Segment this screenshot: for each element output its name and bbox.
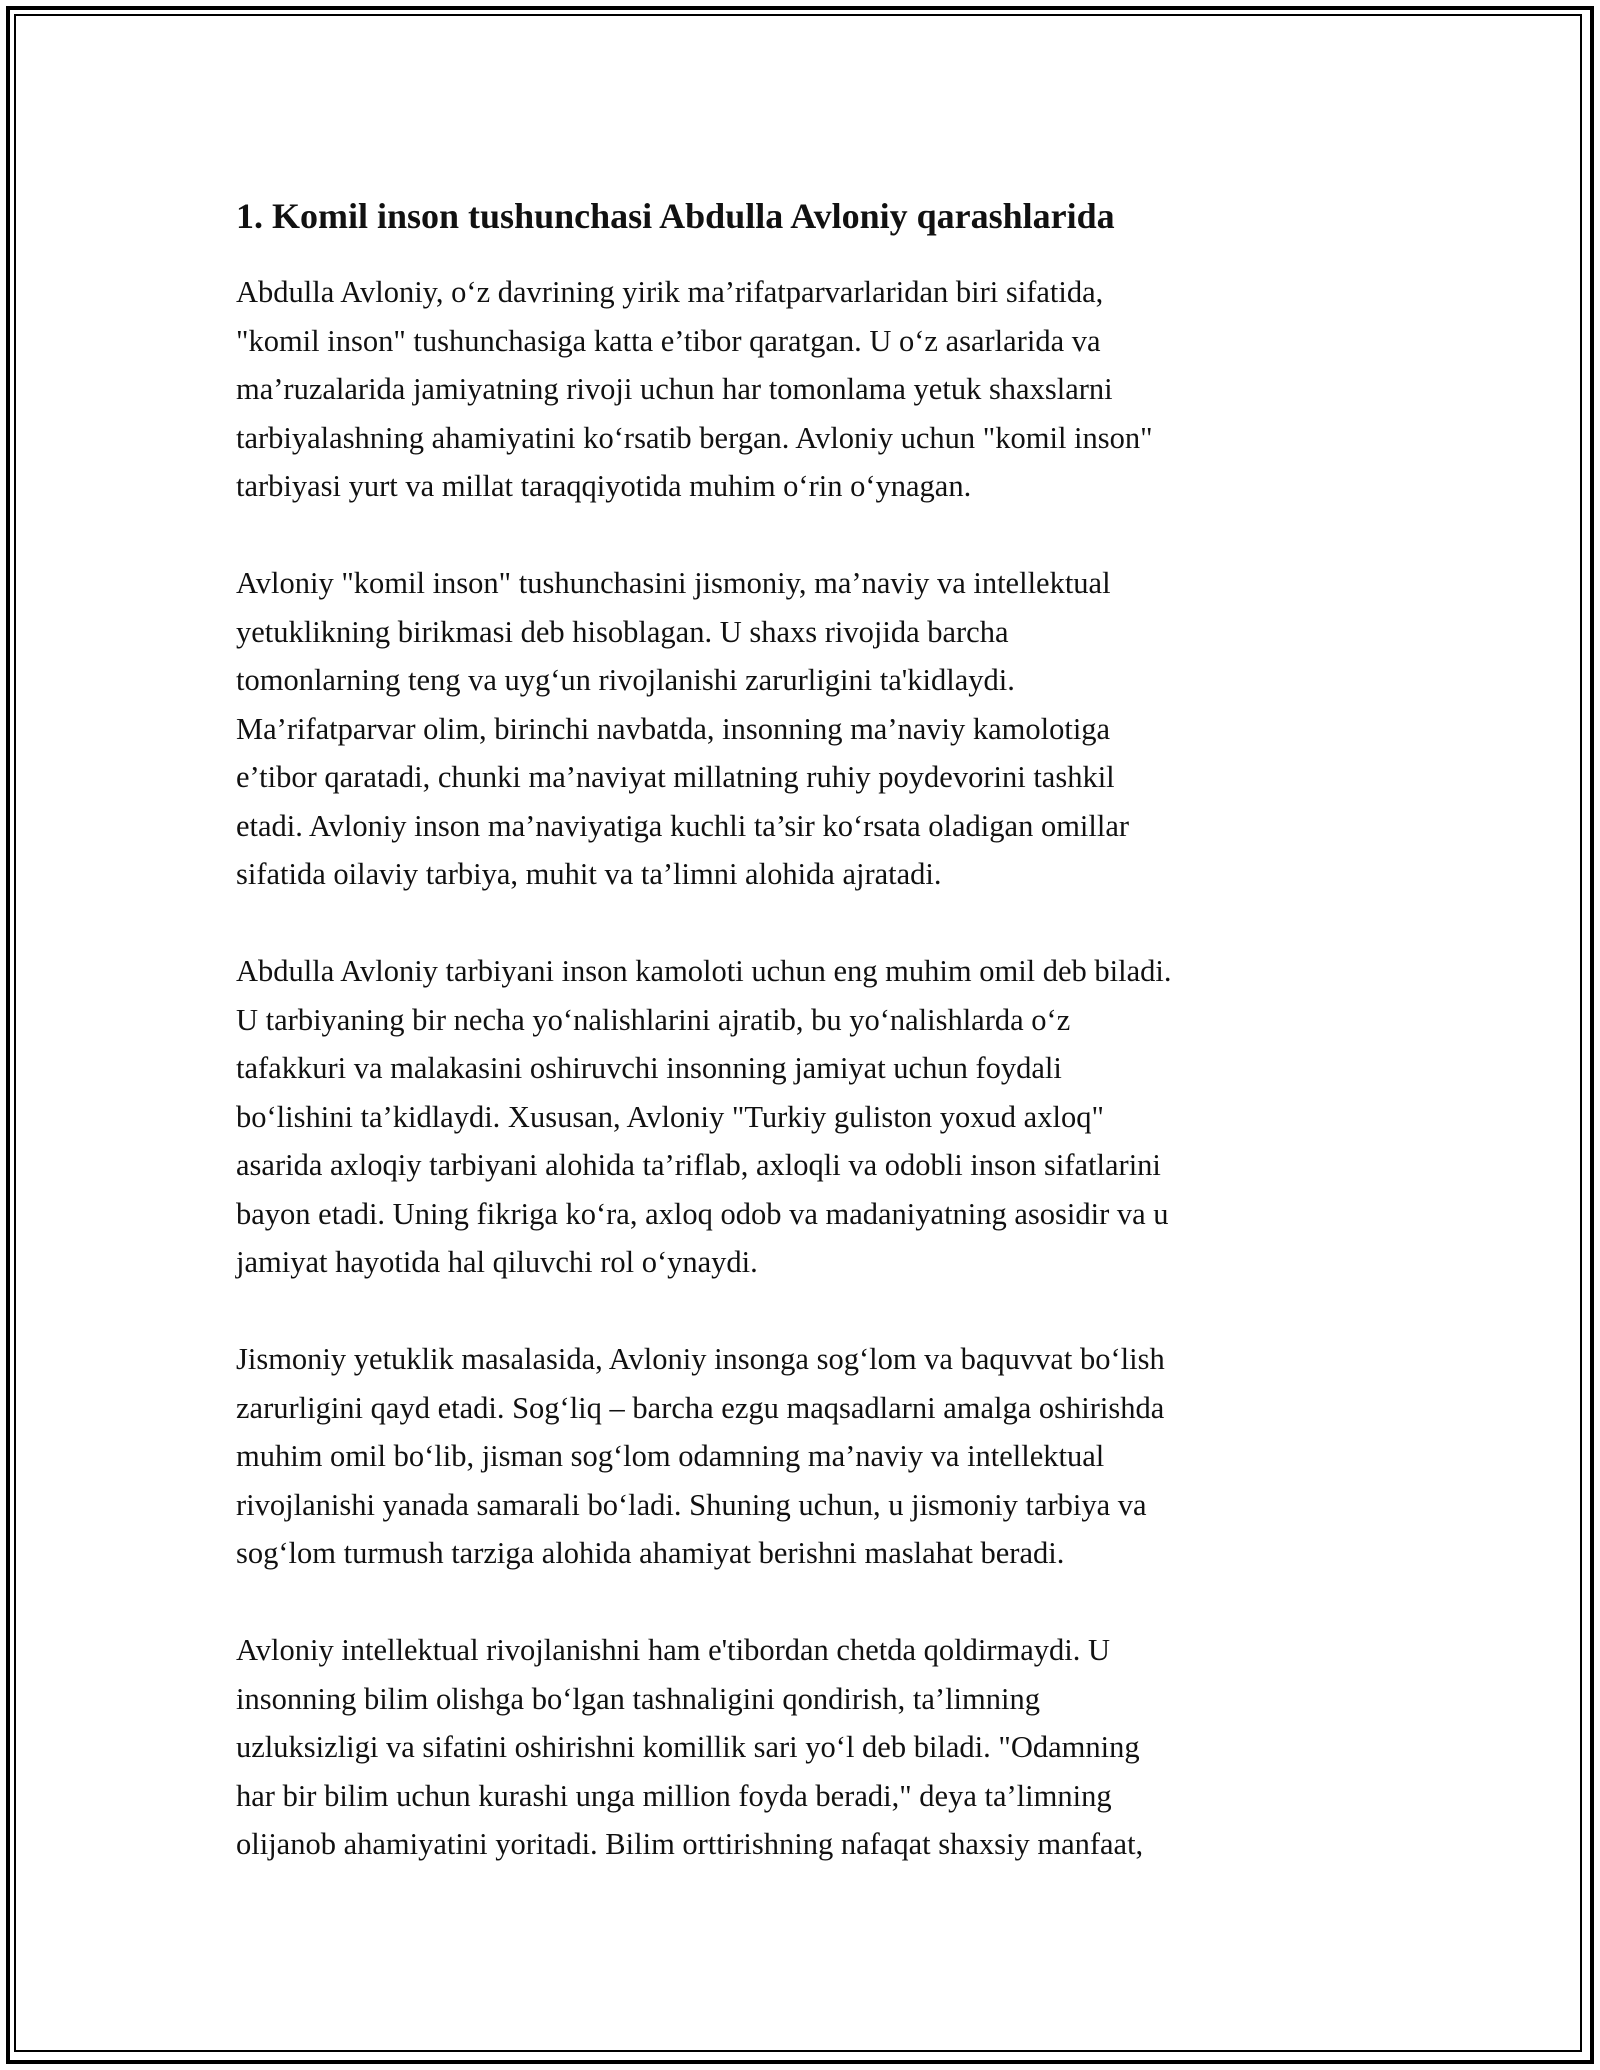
section-heading: 1. Komil inson tushunchasi Abdulla Avloniy qarashlarida [236, 196, 1115, 236]
text-line: olijanob ahamiyatini yoritadi. Bilim orttirishning nafaqat shaxsiy manfaat, [236, 1827, 1144, 1861]
text-line: ma’ruzalarida jamiyatning rivoji uchun har tomonlama yetuk shaxslarni [236, 372, 1113, 406]
text-line: jamiyat hayotida hal qiluvchi rol o‘ynaydi. [236, 1245, 758, 1279]
paragraph-1 [236, 268, 1376, 511]
text-line: zarurligini qayd etadi. Sog‘liq – barcha ezgu maqsadlarni amalga oshirishda [236, 1390, 1165, 1425]
document-body [236, 190, 1376, 1917]
text-line: tarbiyalashning ahamiyatini ko‘rsatib bergan. Avloniy uchun "komil inson" [236, 420, 1153, 455]
paragraph-3 [236, 947, 1376, 1287]
text-line: Abdulla Avloniy tarbiyani inson kamoloti uchun eng muhim omil deb biladi. [236, 954, 1172, 988]
text-line: uzluksizligi va sifatini oshirishni komillik sari yo‘l deb biladi. "Odamning [236, 1730, 1140, 1764]
text-line: yetuklikning birikmasi deb hisoblagan. U shaxs rivojida barcha [236, 614, 1009, 649]
text-line: har bir bilim uchun kurashi unga million foyda beradi," deya ta’limning [236, 1778, 1112, 1813]
text-line: etadi. Avloniy inson ma’naviyatiga kuchli ta’sir ko‘rsata oladigan omillar [236, 808, 1130, 843]
text-line: bo‘lishini ta’kidlaydi. Xususan, Avloniy "Turkiy guliston yoxud axloq" [236, 1099, 1104, 1134]
text-line: Avloniy intellektual rivojlanishni ham e'tibordan chetda qoldirmaydi. U [236, 1633, 1110, 1667]
text-line: e’tibor qaratadi, chunki ma’naviyat millatning ruhiy poydevorini tashkil [236, 760, 1115, 794]
text-line: sog‘lom turmush tarziga alohida ahamiyat berishni maslahat beradi. [236, 1536, 1065, 1570]
text-line: Jismoniy yetuklik masalasida, Avloniy insonga sog‘lom va baquvvat bo‘lish [236, 1342, 1165, 1376]
text-line: "komil inson" tushunchasiga katta e’tibor qaratgan. U o‘z asarlarida va [236, 323, 1101, 358]
text-line: tarbiyasi yurt va millat taraqqiyotida muhim o‘rin o‘ynagan. [236, 469, 972, 503]
text-line: asarida axloqiy tarbiyani alohida ta’riflab, axloqli va odobli inson sifatlarini [236, 1148, 1161, 1182]
text-line: insonning bilim olishga bo‘lgan tashnaligini qondirish, ta’limning [236, 1681, 1040, 1716]
text-line: U tarbiyaning bir necha yo‘nalishlarini ajratib, bu yo‘nalishlarda o‘z [236, 1002, 1071, 1037]
text-line: tomonlarning teng va uyg‘un rivojlanishi zarurligini ta'kidlaydi. [236, 663, 1015, 697]
text-line: muhim omil bo‘lib, jisman sog‘lom odamning ma’naviy va intellektual [236, 1439, 1105, 1473]
text-line: Abdulla Avloniy, o‘z davrining yirik ma’rifatparvarlaridan biri sifatida, [236, 275, 1104, 309]
text-line: rivojlanishi yanada samarali bo‘ladi. Shuning uchun, u jismoniy tarbiya va [236, 1487, 1147, 1522]
text-line: Ma’rifatparvar olim, birinchi navbatda, insonning ma’naviy kamolotiga [236, 711, 1111, 746]
text-line: Avloniy "komil inson" tushunchasini jismoniy, ma’naviy va intellektual [236, 566, 1111, 600]
text-line: sifatida oilaviy tarbiya, muhit va ta’limni alohida ajratadi. [236, 857, 942, 891]
paragraph-4 [236, 1335, 1376, 1578]
text-line: bayon etadi. Uning fikriga ko‘ra, axloq odob va madaniyatning asosidir va u [236, 1196, 1169, 1231]
paragraph-5 [236, 1626, 1376, 1869]
paragraph-2 [236, 559, 1376, 899]
text-line: tafakkuri va malakasini oshiruvchi insonning jamiyat uchun foydali [236, 1051, 1062, 1085]
